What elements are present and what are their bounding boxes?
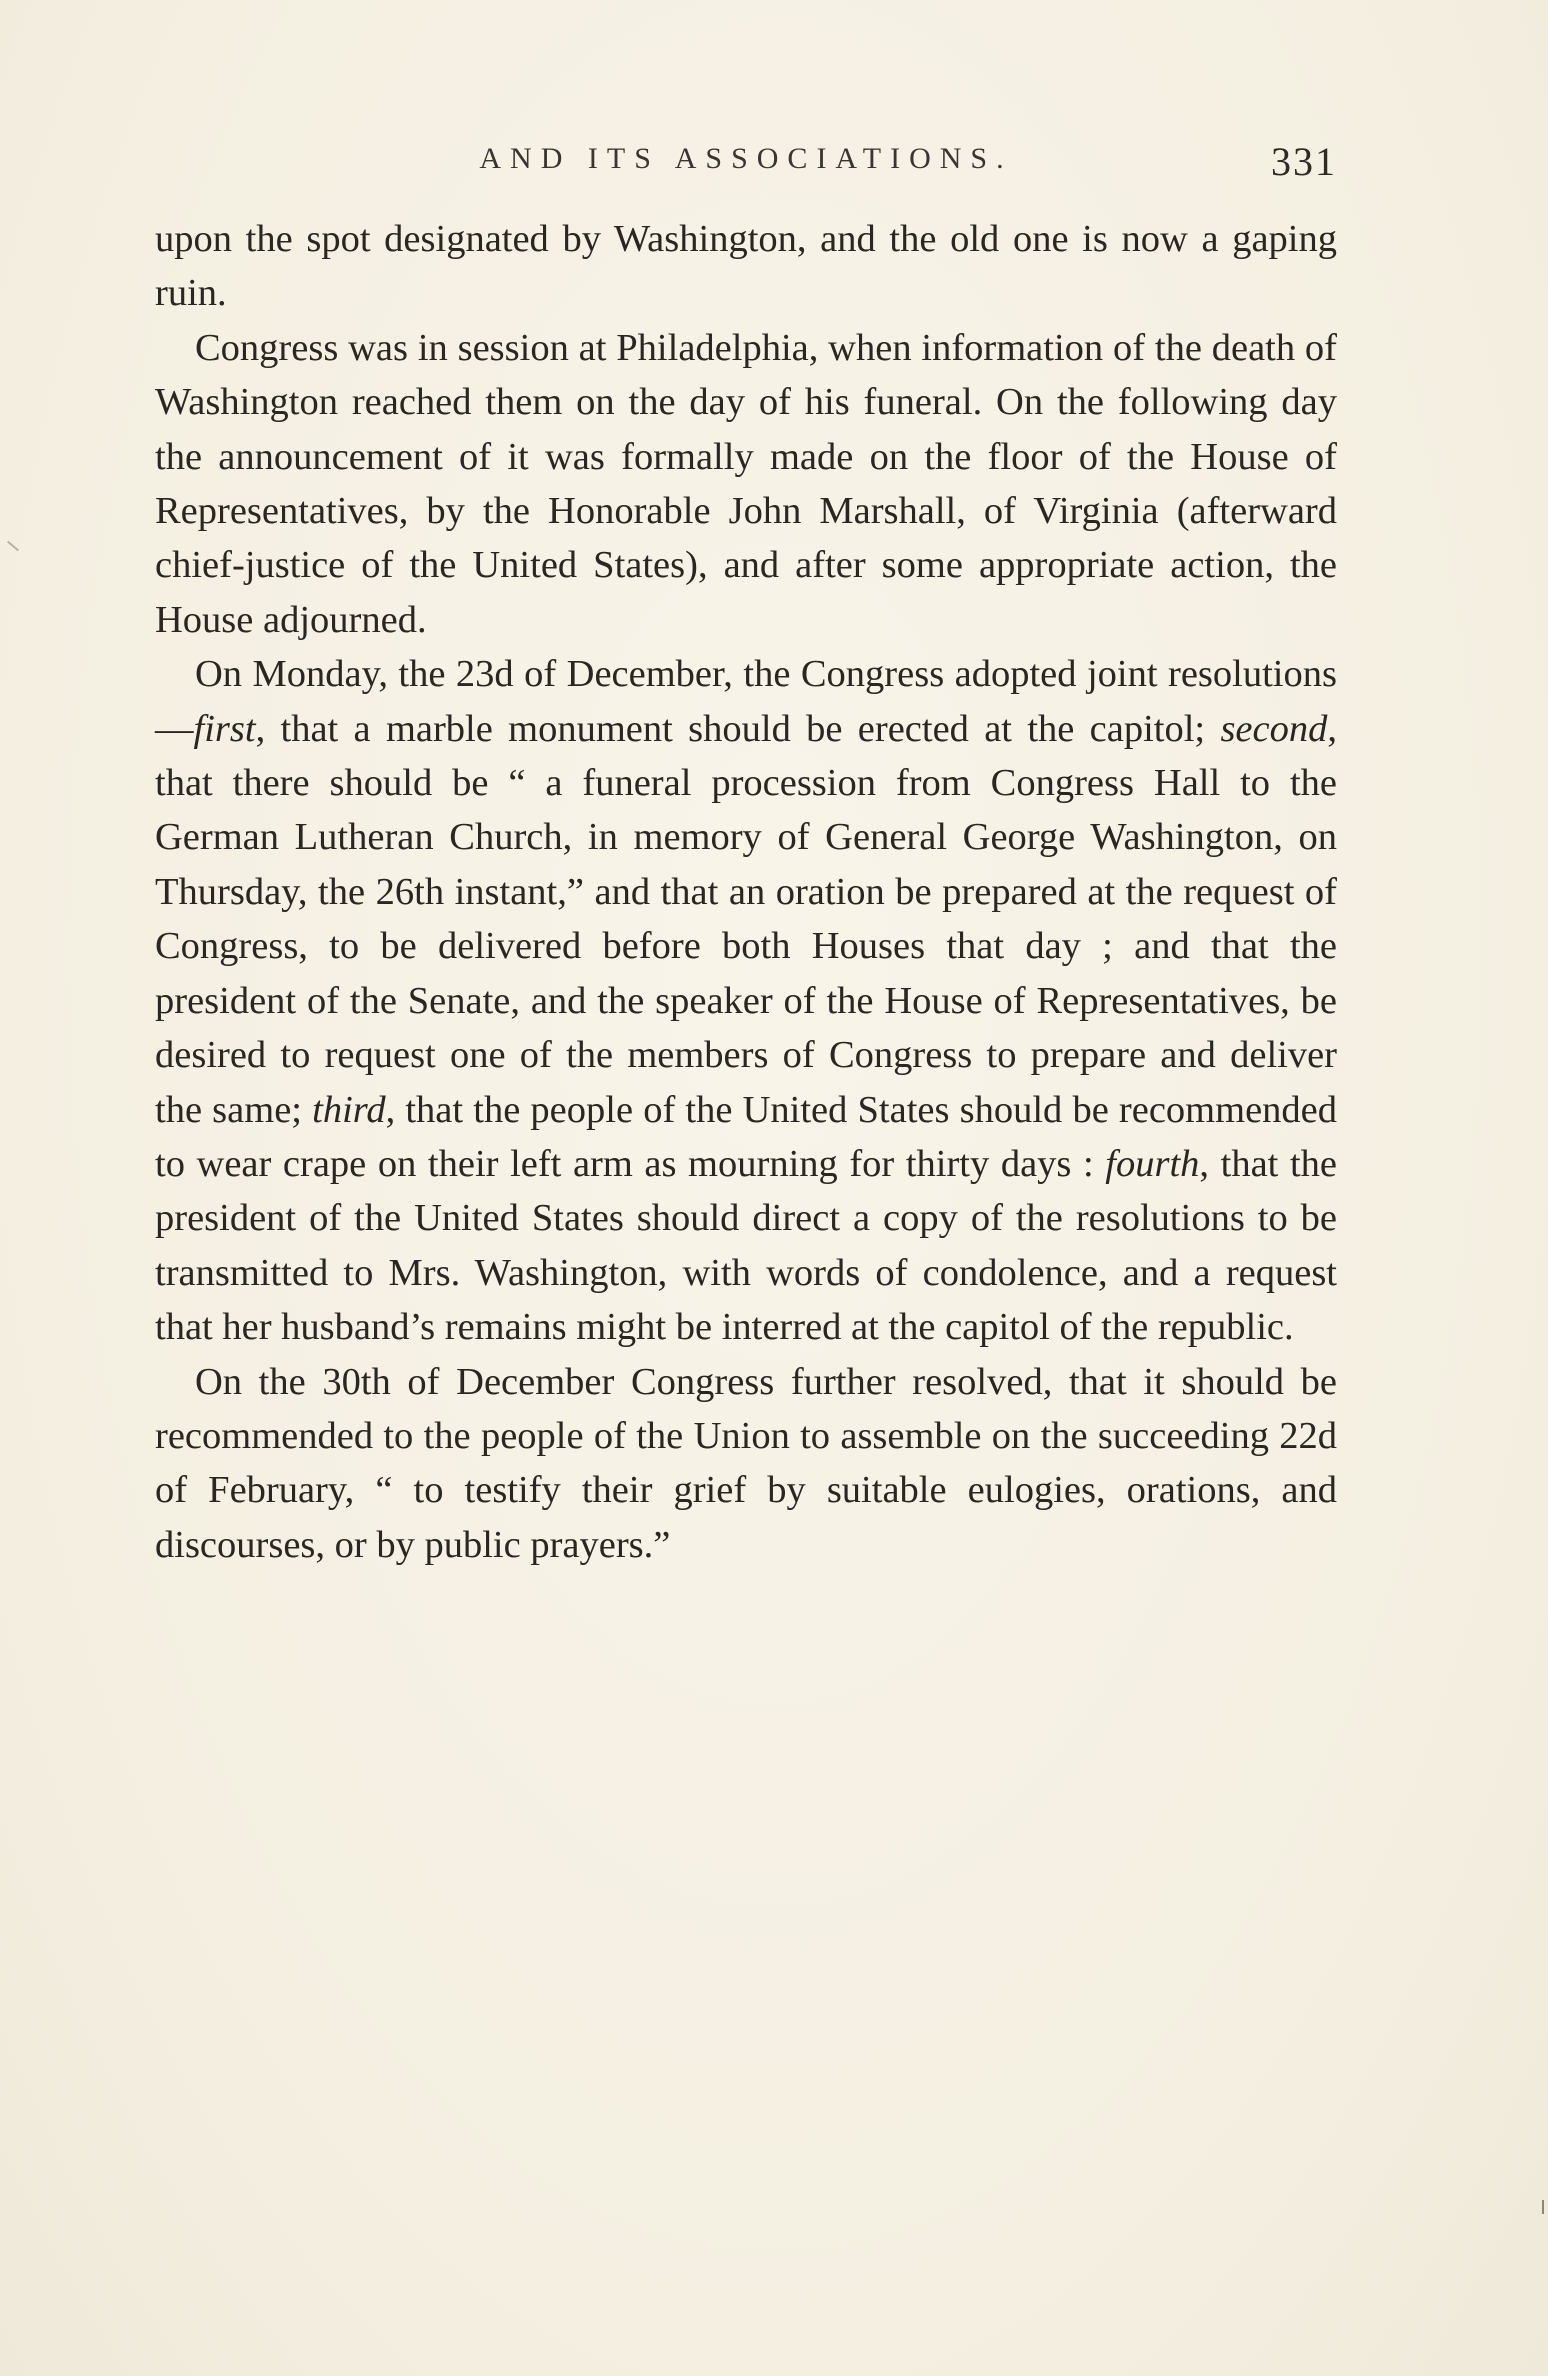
italic-word: second (1220, 707, 1328, 750)
running-head: AND ITS ASSOCIATIONS. (479, 142, 1013, 175)
italic-word: first (193, 707, 256, 750)
text-segment: , that the president of the United States should direct a copy of the resolutions to be transmitted to Mrs. Washington, with words of condolence, and a request that her husband’s remains might be interred at the capitol of the republic. (155, 1142, 1337, 1349)
italic-word: third (312, 1088, 386, 1131)
paragraph-1: upon the spot designated by Washington, and the old one is now a gaping ruin. (155, 218, 1337, 315)
margin-mark (7, 541, 19, 552)
paragraph-2: Congress was in session at Philadelphia, when information of the death of Washington reached them on the day of his funeral. On the following day the announcement of it was formally made on the floor of the House of Representatives, by the Honorable John Marshall, of Virginia (afterward chief-justice of the United States), and after some appropriate action, the House adjourned. (155, 326, 1337, 641)
page-number: 331 (1271, 139, 1337, 184)
text-segment: , that the people of the United States should be recommended to wear crape on their left arm as mourning for thirty days : (155, 1088, 1338, 1185)
text-segment: , that a marble monument should be erected at the capitol; (255, 707, 1221, 750)
text-segment: On Monday, the 23d of December, the Congress adopted joint resolutions— (155, 653, 1337, 750)
body-text (155, 212, 1337, 1572)
page-header (155, 139, 1337, 192)
italic-word: fourth (1105, 1142, 1200, 1185)
paragraph-4: On the 30th of December Congress further resolved, that it should be recommended to the people of the Union to assemble on the succeeding 22d of February, “ to testify their grief by suitable eulogies, orations, and discourses, or by public prayers.” (155, 1360, 1337, 1566)
text-segment: , that there should be “ a funeral procession from Congress Hall to the German Lutheran Church, in memory of General George Washington, on Thursday, the 26th instant,” and that an oration be prepared at the request of Congress, to be delivered before both Houses that day ; and that the president of the Senate, and the speaker of the House of Representatives, be desired to request one of the members of Congress to prepare and deliver the same; (155, 707, 1337, 1131)
paragraph-3 (155, 647, 1337, 1354)
edge-mark (1542, 2200, 1544, 2214)
